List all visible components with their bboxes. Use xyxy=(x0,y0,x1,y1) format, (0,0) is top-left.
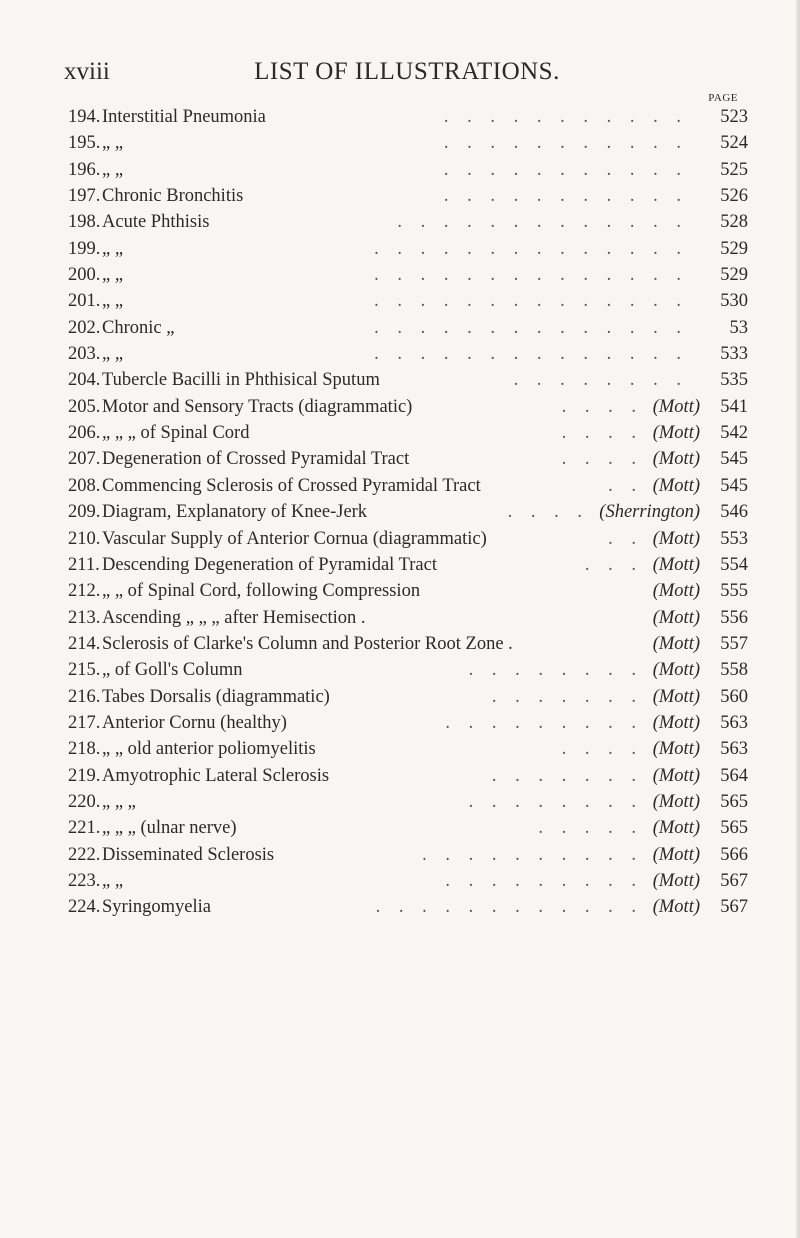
entry-page: 558 xyxy=(720,660,748,681)
list-item xyxy=(68,657,748,683)
list-item xyxy=(68,315,748,341)
list-item xyxy=(68,631,748,657)
leader-dots: . . . . . . . . . . . xyxy=(443,186,688,207)
entry-number: 211. xyxy=(68,554,100,575)
leader-dots: . . xyxy=(608,475,643,496)
list-item xyxy=(68,130,748,156)
entry-author: (Mott) xyxy=(652,475,700,496)
entry-number: 215. xyxy=(68,660,101,681)
entry-title: Disseminated Sclerosis xyxy=(102,844,275,865)
running-title: LIST OF ILLUSTRATIONS. xyxy=(254,58,560,85)
page-folio: xviii xyxy=(64,58,110,85)
leader-dots: . . . . . . . . . . . . . . xyxy=(374,344,688,365)
entry-page: 565 xyxy=(720,818,748,839)
list-item xyxy=(68,420,748,446)
list-item xyxy=(68,499,748,525)
entry-title: „ „ of Spinal Cord, following Compression xyxy=(102,581,421,602)
page-header xyxy=(64,58,740,88)
entry-author: (Mott) xyxy=(652,633,700,654)
list-item xyxy=(68,262,748,288)
entry-number: 224. xyxy=(68,897,101,918)
list-item xyxy=(68,209,748,235)
entry-page: 529 xyxy=(720,238,748,259)
entry-page: 533 xyxy=(720,344,748,365)
leader-dots: . . . . . . . . xyxy=(468,660,643,681)
entry-number: 216. xyxy=(68,686,101,707)
entry-number: 195. xyxy=(68,133,101,154)
leader-dots: . . . . . . . xyxy=(491,765,643,786)
entry-number: 205. xyxy=(68,396,101,417)
entry-author: (Mott) xyxy=(652,712,700,733)
entry-title: Vascular Supply of Anterior Cornua (diagrammatic) xyxy=(102,528,487,549)
leader-dots: . . . . . . . . . . . xyxy=(443,159,688,180)
leader-dots: . . . . . . . . xyxy=(513,370,688,391)
leader-dots: . . . . xyxy=(561,449,643,470)
leader-dots: . . . . . . . . . . . . . . xyxy=(374,265,688,286)
entry-title: „ „ xyxy=(102,344,124,365)
entry-page: 553 xyxy=(720,528,748,549)
list-item xyxy=(68,526,748,552)
entry-title: Acute Phthisis xyxy=(102,212,210,233)
list-item xyxy=(68,394,748,420)
entry-author: (Mott) xyxy=(652,897,700,918)
leader-dots: . . . xyxy=(584,554,643,575)
list-item xyxy=(68,446,748,472)
entry-title: Tubercle Bacilli in Phthisical Sputum xyxy=(102,370,380,391)
entry-author: (Mott) xyxy=(652,870,700,891)
entry-author: (Mott) xyxy=(652,739,700,760)
entry-author: (Mott) xyxy=(652,844,700,865)
entry-page: 525 xyxy=(720,159,748,180)
entry-author: (Mott) xyxy=(652,791,700,812)
entry-title: Descending Degeneration of Pyramidal Tract xyxy=(102,554,437,575)
list-item xyxy=(68,605,748,631)
entry-number: 194. xyxy=(68,107,101,127)
entry-author: (Sherrington) xyxy=(599,502,700,523)
entry-title: „ „ xyxy=(102,133,124,154)
entry-number: 209. xyxy=(68,502,101,523)
entry-title: Motor and Sensory Tracts (diagrammatic) xyxy=(102,396,413,417)
entry-title: Amyotrophic Lateral Sclerosis xyxy=(102,765,330,786)
leader-dots: . . . . . . . . xyxy=(468,791,643,812)
entry-number: 206. xyxy=(68,423,101,444)
entry-title: „ „ xyxy=(102,159,124,180)
entry-page: 567 xyxy=(720,897,748,918)
entry-title: Commencing Sclerosis of Crossed Pyramidal Tract xyxy=(102,475,481,496)
entry-number: 199. xyxy=(68,238,101,259)
entry-title: Chronic „ xyxy=(102,317,175,338)
leader-dots: . . . . . . . . . . . xyxy=(443,107,688,127)
list-item xyxy=(68,842,748,868)
leader-dots: . . . . . . . . . . . . . . xyxy=(374,291,688,312)
entry-number: 213. xyxy=(68,607,101,628)
entry-number: 212. xyxy=(68,581,101,602)
leader-dots: . . . . . . . . . xyxy=(445,712,643,733)
page-edge xyxy=(796,0,800,1238)
entry-title: Interstitial Pneumonia xyxy=(102,107,266,127)
entry-page: 564 xyxy=(720,765,748,786)
list-item xyxy=(68,868,748,894)
list-item xyxy=(68,763,748,789)
list-item xyxy=(68,183,748,209)
entry-page: 542 xyxy=(720,423,748,444)
leader-dots: . . . . . . . . . . xyxy=(422,844,643,865)
list-item xyxy=(68,894,748,920)
entry-title: Syringomyelia xyxy=(102,897,211,918)
list-item xyxy=(68,288,748,314)
entry-number: 208. xyxy=(68,475,101,496)
entry-number: 218. xyxy=(68,739,101,760)
list-item xyxy=(68,104,748,130)
leader-dots: . . . . . xyxy=(538,818,643,839)
entry-page: 541 xyxy=(720,396,748,417)
entry-title: Sclerosis of Clarke's Column and Posterior Root Zone . xyxy=(102,633,513,654)
entry-number: 200. xyxy=(68,265,101,286)
entry-title: Degeneration of Crossed Pyramidal Tract xyxy=(102,449,410,470)
entry-number: 214. xyxy=(68,633,101,654)
entry-number: 201. xyxy=(68,291,101,312)
entry-number: 203. xyxy=(68,344,101,365)
list-item xyxy=(68,684,748,710)
list-item xyxy=(68,789,748,815)
list-item xyxy=(68,578,748,604)
entry-number: 197. xyxy=(68,186,101,207)
entry-page: 563 xyxy=(720,739,748,760)
entry-author: (Mott) xyxy=(652,554,700,575)
entry-page: 523 xyxy=(720,107,748,127)
leader-dots: . . . . xyxy=(561,396,643,417)
leader-dots: . . xyxy=(608,528,643,549)
entry-author: (Mott) xyxy=(652,660,700,681)
entry-number: 217. xyxy=(68,712,101,733)
entry-author: (Mott) xyxy=(652,449,700,470)
entry-number: 196. xyxy=(68,159,101,180)
entry-number: 223. xyxy=(68,870,101,891)
entry-author: (Mott) xyxy=(652,765,700,786)
entry-author: (Mott) xyxy=(652,396,700,417)
entry-title: „ „ xyxy=(102,238,124,259)
leader-dots: . . . . . . . . . xyxy=(445,870,643,891)
entry-page: 560 xyxy=(720,686,748,707)
entry-number: 202. xyxy=(68,317,101,338)
entry-page: 567 xyxy=(720,870,748,891)
entry-number: 198. xyxy=(68,212,101,233)
leader-dots: . . . . xyxy=(507,502,589,523)
entry-title: „ „ „ xyxy=(102,791,136,812)
list-item xyxy=(68,552,748,578)
illustrations-list xyxy=(68,104,748,921)
entry-title: „ „ „ (ulnar nerve) xyxy=(102,818,237,839)
entry-title: Ascending „ „ „ after Hemisection . xyxy=(102,607,366,628)
entry-number: 221. xyxy=(68,818,101,839)
entry-page: 545 xyxy=(720,475,748,496)
list-item xyxy=(68,236,748,262)
entry-title: „ „ xyxy=(102,265,124,286)
entry-title: Anterior Cornu (healthy) xyxy=(102,712,287,733)
entry-author: (Mott) xyxy=(652,528,700,549)
entry-page: 535 xyxy=(720,370,748,391)
entry-title: „ „ „ of Spinal Cord xyxy=(102,423,250,444)
entry-number: 204. xyxy=(68,370,101,391)
list-item xyxy=(68,736,748,762)
entry-page: 529 xyxy=(720,265,748,286)
entry-page: 526 xyxy=(720,186,748,207)
leader-dots: . . . . xyxy=(561,423,643,444)
list-item xyxy=(68,341,748,367)
entry-title: „ „ xyxy=(102,291,124,312)
entry-number: 210. xyxy=(68,528,101,549)
list-item xyxy=(68,815,748,841)
entry-page: 554 xyxy=(720,554,748,575)
leader-dots: . . . . . . . . . . . . xyxy=(375,897,643,918)
entry-page: 524 xyxy=(720,133,748,154)
entry-title: Chronic Bronchitis xyxy=(102,186,244,207)
entry-page: 545 xyxy=(720,449,748,470)
leader-dots: . . . . xyxy=(561,739,643,760)
list-item xyxy=(68,710,748,736)
leader-dots: . . . . . . . . . . . . . . xyxy=(374,317,688,338)
entry-page: 557 xyxy=(720,633,748,654)
entry-page: 53 xyxy=(729,317,748,338)
entry-page: 566 xyxy=(720,844,748,865)
entry-number: 222. xyxy=(68,844,101,865)
page-column-label: PAGE xyxy=(708,92,738,104)
entry-title: „ of Goll's Column xyxy=(102,660,243,681)
entry-title: „ „ xyxy=(102,870,124,891)
entry-number: 220. xyxy=(68,791,101,812)
list-item xyxy=(68,473,748,499)
entry-author: (Mott) xyxy=(652,686,700,707)
list-item xyxy=(68,157,748,183)
entry-number: 207. xyxy=(68,449,101,470)
list-item xyxy=(68,367,748,393)
leader-dots: . . . . . . . . . . . . . . xyxy=(374,238,688,259)
entry-title: „ „ old anterior poliomyelitis xyxy=(102,739,316,760)
entry-title: Diagram, Explanatory of Knee-Jerk xyxy=(102,502,368,523)
leader-dots: . . . . . . . xyxy=(491,686,643,707)
entry-author: (Mott) xyxy=(652,423,700,444)
entry-author: (Mott) xyxy=(652,581,700,602)
entry-page: 563 xyxy=(720,712,748,733)
leader-dots: . . . . . . . . . . . . . xyxy=(397,212,688,233)
leader-dots: . . . . . . . . . . . xyxy=(443,133,688,154)
entry-page: 565 xyxy=(720,791,748,812)
entry-page: 528 xyxy=(720,212,748,233)
entry-author: (Mott) xyxy=(652,818,700,839)
entry-page: 556 xyxy=(720,607,748,628)
entry-page: 546 xyxy=(720,502,748,523)
entry-author: (Mott) xyxy=(652,607,700,628)
entry-page: 555 xyxy=(720,581,748,602)
entry-title: Tabes Dorsalis (diagrammatic) xyxy=(102,686,330,707)
entry-page: 530 xyxy=(720,291,748,312)
entry-number: 219. xyxy=(68,765,101,786)
